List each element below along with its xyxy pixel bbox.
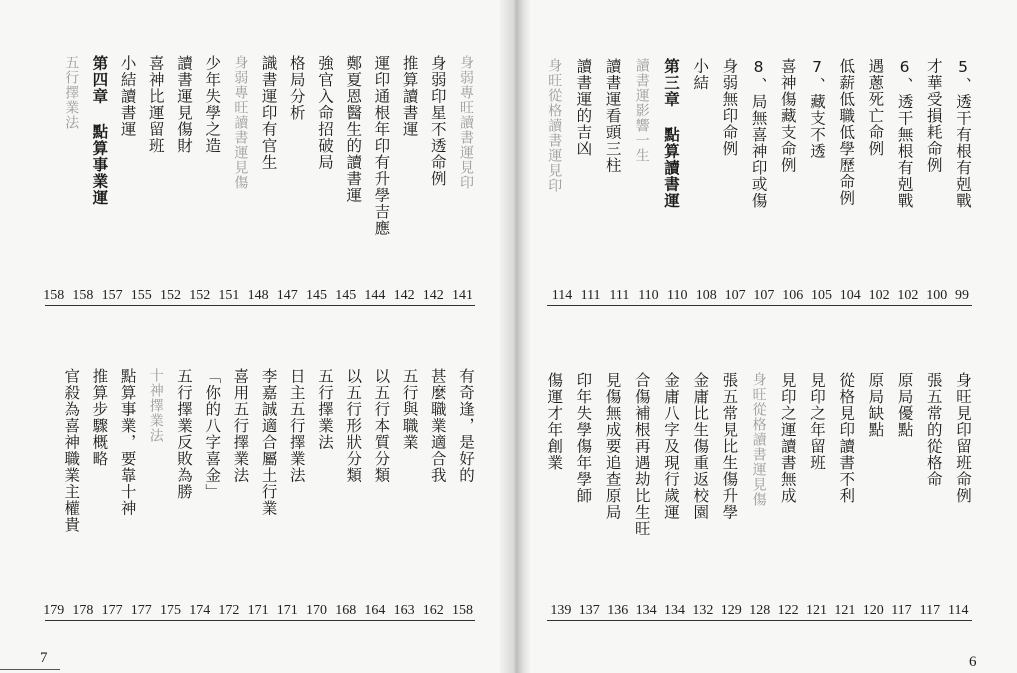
toc-entry: 金庸比生傷重返校園: [691, 372, 710, 521]
toc-entry: 身旺見印留班命例: [954, 372, 972, 504]
toc-entry: 格局分析: [287, 55, 306, 121]
toc-page-number: 99: [955, 288, 969, 303]
toc-entry: 日主五行擇業法: [287, 368, 306, 484]
toc-page-number: 145: [306, 288, 327, 303]
toc-entry: 十神擇業法: [147, 368, 164, 443]
toc-page-number: 110: [667, 288, 688, 303]
toc-page-number: 136: [607, 603, 629, 618]
toc-entry: 見傷無成要追查原局: [603, 372, 622, 521]
toc-page-number: 157: [101, 288, 123, 303]
toc-entry: 身旺從格讀書運見傷: [750, 372, 767, 507]
toc-page-number: 122: [777, 603, 799, 618]
toc-entry: 印年失學傷年學師: [574, 372, 593, 504]
toc-page-number: 158: [43, 288, 65, 303]
toc-entry: 以五行本質分類: [372, 368, 391, 484]
toc-entry: 識書運印有官生: [259, 55, 278, 171]
toc-entry: 喜神比運留班: [146, 55, 165, 154]
toc-entry: 點算事業，要靠十神: [118, 368, 137, 517]
toc-page-number: 152: [189, 288, 211, 303]
toc-page-number: 104: [839, 288, 861, 303]
toc-entry: 推算步驟概略: [90, 368, 109, 467]
toc-page-number: 107: [724, 288, 746, 303]
toc-page-number: 162: [422, 603, 444, 618]
toc-entry: 見印之運讀書無成: [778, 372, 797, 504]
toc-page-number: 114: [948, 603, 969, 618]
toc-entry: 合傷補根再遇劫比生旺: [632, 372, 651, 537]
toc-page-number: 111: [580, 288, 601, 303]
toc-page-number: 102: [897, 288, 919, 303]
toc-page-number: 158: [452, 603, 473, 618]
left-top-page-numbers: [0, 288, 1017, 306]
toc-entry: 五行與職業: [400, 368, 419, 451]
toc-entry: 推算讀書運: [400, 55, 419, 138]
toc-page-number: 100: [926, 288, 948, 303]
toc-entry: 張五常見比生傷升學: [720, 372, 739, 521]
toc-entry: 有奇逢，是好的: [457, 368, 475, 484]
toc-entry: 6、透干無根有剋戰: [895, 58, 914, 209]
toc-page-number: 121: [806, 603, 827, 618]
left-top-rule: [45, 305, 475, 306]
toc-page-number: 132: [692, 603, 714, 618]
toc-entry: 鄭夏恩醫生的讀書運: [344, 55, 363, 204]
toc-entry: 身旺從格讀書運見印: [546, 58, 563, 193]
toc-page-number: 108: [695, 288, 717, 303]
toc-page-number: 102: [868, 288, 890, 303]
toc-entry: 讀書運的吉凶: [574, 58, 593, 157]
toc-entry: 讀書運看頭三柱: [603, 58, 622, 174]
toc-page-number: 110: [638, 288, 659, 303]
toc-page-number: 174: [189, 603, 211, 618]
toc-page-number: 171: [276, 603, 298, 618]
toc-page-number: 111: [609, 288, 630, 303]
toc-entry: 五行擇業法: [316, 368, 334, 451]
toc-page-number: 121: [834, 603, 856, 618]
toc-page-number: 158: [72, 288, 94, 303]
toc-entry: 見印之年留班: [808, 372, 826, 471]
toc-page-number: 178: [72, 603, 94, 618]
toc-entry: 從格見印讀書不利: [837, 372, 856, 504]
toc-page-number: 145: [335, 288, 357, 303]
toc-page-number: 137: [578, 603, 600, 618]
toc-entry: 才華受損耗命例: [924, 58, 943, 174]
toc-entry: 身弱無印命例: [720, 58, 739, 157]
toc-entry: 官殺為喜神職業主權貴: [62, 368, 81, 533]
toc-entry: 讀書運影響一生: [633, 58, 650, 163]
toc-entry: 運印通根年印有升學吉應: [372, 55, 391, 237]
toc-entry: 金庸八字及現行歲運: [662, 372, 680, 521]
toc-entry: 身弱專旺讀書運見印: [458, 55, 474, 190]
toc-entry: 強官入命招破局: [316, 55, 334, 171]
toc-page-number: 152: [160, 288, 181, 303]
toc-page-number: 114: [551, 288, 573, 303]
toc-page-number: 177: [101, 603, 123, 618]
toc-entry: 傷運才年創業: [545, 372, 564, 471]
toc-page-number: 106: [782, 288, 804, 303]
toc-page-number: 105: [811, 288, 832, 303]
toc-entry: 喜神傷藏支命例: [778, 58, 797, 174]
toc-page-number: 155: [130, 288, 152, 303]
page-number-left: 7: [40, 650, 48, 666]
toc-entry: 身弱印星不透命例: [428, 55, 447, 187]
left-bottom-page-numbers: [0, 603, 1017, 621]
toc-page-number: 129: [720, 603, 742, 618]
toc-page-number: 117: [919, 603, 941, 618]
toc-entry: 小結: [691, 58, 710, 91]
toc-page-number: 134: [664, 603, 685, 618]
toc-entry: 李嘉誠適合屬土行業: [259, 368, 278, 517]
toc-page-number: 107: [753, 288, 775, 303]
toc-entry: 遇蔥死亡命例: [866, 58, 885, 157]
toc-page-number: 168: [335, 603, 357, 618]
toc-entry: 5、透干有根有剋戰: [954, 58, 972, 209]
toc-page-number: 175: [160, 603, 181, 618]
toc-entry: 原局缺點: [866, 372, 885, 438]
toc-entry: 第四章 點算事業運: [90, 55, 109, 206]
toc-page-number: 163: [393, 603, 415, 618]
toc-entry: 少年失學之造: [203, 55, 222, 154]
toc-page-number: 128: [749, 603, 771, 618]
left-bottom-rule: [45, 620, 475, 621]
toc-entry: 張五常的從格命: [924, 372, 943, 488]
toc-entry: 五行擇業法: [63, 55, 80, 130]
book-gutter: [500, 0, 530, 673]
toc-page-number: 141: [452, 288, 473, 303]
toc-entry: 五行擇業反敗為勝: [175, 368, 193, 500]
toc-page-number: 179: [43, 603, 65, 618]
toc-page-number: 148: [247, 288, 269, 303]
toc-page-number: 139: [550, 603, 572, 618]
toc-entry: 以五行形狀分類: [344, 368, 363, 484]
toc-entry: 喜用五行擇業法: [231, 368, 250, 484]
toc-page-number: 147: [276, 288, 298, 303]
page-number-right: 6: [969, 654, 977, 670]
toc-entry: 7、藏支不透: [808, 58, 826, 160]
toc-page-number: 117: [891, 603, 912, 618]
toc-page-number: 142: [393, 288, 415, 303]
toc-entry: 「你的八字喜金」: [203, 368, 222, 500]
toc-page-number: 172: [218, 603, 240, 618]
toc-page-number: 142: [422, 288, 444, 303]
toc-entry: 第三章 點算讀書運: [662, 58, 680, 209]
toc-page-number: 134: [635, 603, 657, 618]
toc-page-number: 144: [364, 288, 386, 303]
toc-entry: 低薪低職低學歷命例: [837, 58, 856, 207]
toc-entry: 甚麼職業適合我: [428, 368, 447, 484]
toc-page-number: 171: [247, 603, 269, 618]
toc-page-number: 170: [306, 603, 327, 618]
page-number-left-rule: [0, 669, 60, 670]
toc-entry: 讀書運見傷財: [175, 55, 193, 154]
toc-page-number: 120: [862, 603, 884, 618]
toc-page-number: 164: [364, 603, 386, 618]
toc-page-number: 151: [218, 288, 240, 303]
toc-entry: 原局優點: [895, 372, 914, 438]
toc-entry: 8、局無喜神印或傷: [749, 58, 768, 209]
toc-entry: 身弱專旺讀書運見傷: [232, 55, 249, 190]
toc-page-number: 177: [130, 603, 152, 618]
toc-entry: 小結讀書運: [118, 55, 137, 138]
